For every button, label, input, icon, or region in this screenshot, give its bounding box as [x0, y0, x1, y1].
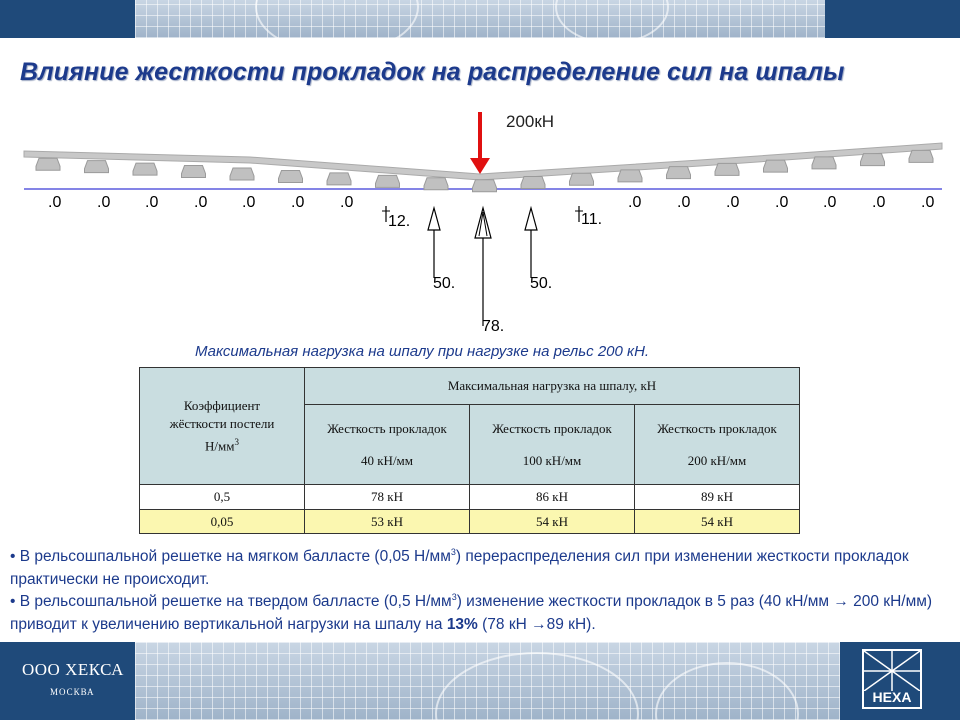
- sleeper: [909, 150, 933, 162]
- sleeper: [133, 163, 157, 175]
- table-caption: Максимальная нагрузка на шпалу при нагрузке на рельс 200 кН.: [195, 343, 650, 360]
- note-1: • В рельсошпальной решетке на мягком балласте (0,05 $Н/мм^3$) перераспределения сил при изменении жесткости прокладок практически не происходит.: [10, 547, 909, 589]
- zero-force-label: .0: [194, 194, 208, 211]
- zero-force-label: .0: [242, 194, 256, 211]
- sleeper: [85, 161, 109, 173]
- note-2: • В рельсошпальной решетке на твердом балласте (0,5 $Н/мм^3$) изменение жесткости прокладок в 5 раз (40 кН/мм → 200 кН/мм) приводит к увеличению вертикальной нагрузки на шпалу на 13% (78 кН →89 кН).: [10, 592, 933, 634]
- sleeper: [521, 176, 545, 188]
- sleeper: [618, 170, 642, 182]
- group-header: Максимальная нагрузка на шпалу, кН: [305, 368, 800, 405]
- top-banner: [0, 0, 960, 38]
- slide-title: Влияние жесткости прокладок на распределение сил на шпалы: [20, 58, 845, 86]
- sleeper: [36, 158, 60, 170]
- sleeper: [473, 180, 497, 192]
- stiffness-header-1: Жесткость прокладок 40 кН/мм: [305, 405, 470, 485]
- sleeper: [424, 178, 448, 190]
- sleeper: [812, 157, 836, 169]
- small-label-left: 12.: [388, 213, 411, 230]
- table-row: 0,5 78 кН 86 кН 89 кН: [140, 485, 800, 510]
- coef-header: [140, 368, 305, 485]
- sleeper: [570, 173, 594, 185]
- zero-force-label: .0: [726, 194, 740, 211]
- sleeper: [715, 163, 739, 175]
- company-name: ООО ХЕКСА: [22, 660, 124, 679]
- zero-force-label: .0: [775, 194, 789, 211]
- sleeper: [279, 170, 303, 182]
- zero-force-label: .0: [872, 194, 886, 211]
- sleeper-force-diagram: [0, 100, 960, 345]
- zero-force-label: .0: [823, 194, 837, 211]
- coef-header-line2: жёсткости постели: [169, 415, 275, 431]
- hexa-logo-text: HEXA: [872, 689, 912, 705]
- sleeper: [667, 167, 691, 179]
- small-label-right: 11.: [581, 211, 603, 228]
- force-label-left: 50.: [433, 275, 456, 292]
- mesh-pattern: [135, 642, 840, 720]
- coef-header-line1: Коэффициент: [183, 397, 261, 413]
- force-label-right: 50.: [530, 275, 553, 292]
- hexa-logo-icon: [864, 651, 920, 691]
- sleeper: [376, 175, 400, 187]
- zero-force-label: .0: [677, 194, 691, 211]
- sleeper: [182, 166, 206, 178]
- mesh-pattern: [135, 0, 825, 38]
- zero-force-label: .0: [48, 194, 62, 211]
- load-arrow-head: [470, 158, 490, 174]
- table-row: 0,05 53 кН 54 кН 54 кН: [140, 510, 800, 534]
- zero-force-label: .0: [97, 194, 111, 211]
- load-table: [139, 367, 800, 534]
- zero-force-label: .0: [340, 194, 354, 211]
- zero-force-label: .0: [291, 194, 305, 211]
- coef-header-sup: 3: [234, 436, 239, 447]
- company-city: МОСКВА: [50, 687, 95, 697]
- hexa-logo: [862, 649, 922, 709]
- zero-force-label: .0: [921, 194, 935, 211]
- sleeper: [764, 160, 788, 172]
- zero-force-label: .0: [145, 194, 159, 211]
- sleeper: [230, 168, 254, 180]
- force-label: 200кН: [506, 112, 555, 131]
- stiffness-header-3: Жесткость прокладок 200 кН/мм: [635, 405, 800, 485]
- bottom-banner: [0, 642, 960, 720]
- sleeper: [861, 154, 885, 166]
- stiffness-header-2: Жесткость прокладок 100 кН/мм: [470, 405, 635, 485]
- zero-force-label: .0: [628, 194, 642, 211]
- force-label-center: 78.: [482, 318, 505, 335]
- coef-header-unit: Н/мм: [205, 438, 235, 454]
- sleeper: [327, 173, 351, 185]
